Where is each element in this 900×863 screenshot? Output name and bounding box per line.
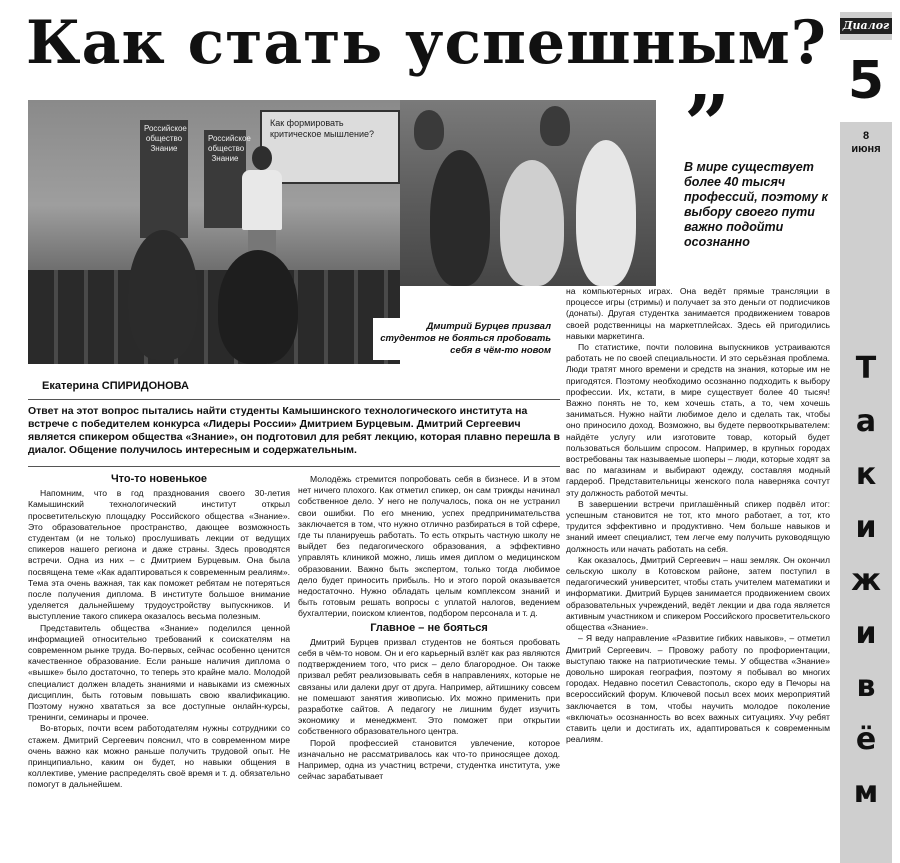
paragraph: Во-вторых, почти всем работодателям нужны сотрудники со стажем. Дмитрий Сергеевич пояснил, что в современном мире очень важно как можно раньше получить трудовой опыт. Не принципиально, каким он будет, но навыки общения в коллективе, умение распределять своё время и т. д. обязательно помогут в дальнейшем.	[28, 723, 290, 790]
page-number: 5	[840, 40, 892, 122]
article-lead: Ответ на этот вопрос пытались найти студенты Камышинского технологического института на встрече с победителем конкурса «Лидеры России» Дмитрием Бурцевым. Дмитрий Сергеевич является спикером общества «Знание», он подготовил для ребят лекцию, которая плавно перешла в диалог. Общение получилось интересным и содержательным.	[28, 405, 561, 456]
student-figure	[576, 140, 636, 286]
audience-member	[128, 230, 198, 360]
subheading: Главное – не бояться	[370, 621, 488, 634]
screen-text: Как формировать критическое мышление?	[270, 118, 375, 139]
divider	[28, 399, 560, 400]
paragraph: Как оказалось, Дмитрий Сергеевич – наш земляк. Он окончил сельскую школу в Котовском районе, затем поступил в педагогический университет, чтобы стать учителем математики и информатики. Дмитрий Бурцев занимается продвижением своих образовательных учреждений, ведёт лекции и два года является активным участником и спикером Российского просветительского общества «Знание».	[566, 554, 830, 633]
article-column-1	[28, 474, 290, 791]
banner-znanie: Российское общество Знание	[140, 120, 188, 238]
rubric-letter: ж	[851, 563, 881, 598]
audience-member	[218, 250, 298, 364]
paragraph: Молодёжь стремится попробовать себя в бизнесе. И в этом нет ничего плохого. Как отметил спикер, он сам трижды начинал собственное дело. У него не получалось, пока он не устранил свои ошибки. По его мнению, успех предпринимательства заключается в том, что нужно отлично разбираться в той сфере, где ты планируешь работать. То есть открыть частную школу не выйдет без педагогического образования, а эффективно управлять клиникой можно, лишь имея диплом о медицинском образовании. Важно быть экспертом, только тогда любимое дело будет приносить прибыль. Но и этого порой оказывается недостаточно. Нужно обладать целым комплексом знаний и быть готовым решать вопросы с уплатой налогов, ведением бухгалтерии, поиском клиентов, подбором персонала и т. д.	[298, 474, 560, 619]
issue-month: июня	[851, 143, 881, 155]
student-figure	[430, 150, 490, 286]
rubric-title	[840, 342, 892, 819]
rubric-letter: а	[855, 404, 877, 439]
rubric-letter: м	[853, 775, 879, 810]
paragraph: Порой профессией становится увлечение, которое изначально не рассматривалось как что-то приносящее доход. Например, одна из участниц встречи, студентка института, уже сейчас зарабатывает	[298, 737, 560, 782]
students-photo	[400, 100, 656, 286]
auditorium-seats	[28, 270, 400, 364]
student-figure	[414, 110, 444, 150]
paragraph: Представитель общества «Знание» поделился ценной информацией относительно требований к соискателям на современном рынке труда. Во-первых, сейчас особенно ценится качественное образование. Если раньше наличия диплома о «вышке» было достаточно, то теперь это крайне мало. Молодой специалист должен владеть знаниями и навыками из смежных дисциплин, быть готовым повышать свою квалификацию. Поэтому нужно хвататься за все доступные онлайн-курсы, тренинги, семинары и прочее.	[28, 622, 290, 723]
paragraph: на компьютерных играх. Она ведёт прямые трансляции в процессе игры (стримы) и получает за это деньги от подписчиков (донаты). Другая студентка занимается продвижением товаров своей родственницы на маркетплейсах. Здесь ей пригодились навыки маркетинга.	[566, 286, 830, 341]
subheading: Что-то новенькое	[110, 473, 208, 485]
rubric-letter: к	[855, 457, 877, 492]
student-figure	[540, 106, 570, 146]
speaker-torso	[242, 170, 282, 230]
article-column-2	[298, 474, 560, 782]
divider	[28, 466, 560, 467]
paragraph: Дмитрий Бурцев призвал студентов не бояться пробовать себя в чём-то новом. Он и его карьерный взлёт как раз являются подтверждением того, что риск – дело благородное. Он также призвал ребят реализовывать себя в направлениях, которые не связаны или далеки друг от друга. Например, айтишнику совсем не помешают занятия живописью. Их можно применить при разработке сайтов. А педагогу не лишним будет изучить экономику и менеджмент. Это поможет при открытии собственного образовательного центра.	[298, 636, 560, 737]
paragraph: – Я веду направление «Развитие гибких навыков», – отметил Дмитрий Сергеевич. – Провожу работу по профориентации, выступаю также на патриотические темы. У общества «Знание» довольно широкая география, поэтому я побывал во многих городах. Недавно посетил Севастополь, скоро еду в Печоры на всероссийский форум. Ключевой посыл всех моих мероприятий заключается в том, чтобы научить молодое поколение «включать» осознанность во всех важных ситуациях. Учу ребят ставить цели и достигать их, адаптироваться к современным реалиям.	[566, 633, 830, 745]
newspaper-brand: Диалог	[840, 18, 892, 34]
rubric-letter: Т	[855, 351, 877, 386]
paragraph: Напомним, что в год празднования своего 30-летия Камышинский технологический институт открыл просветительскую площадку Российского общества «Знание». Это образовательное пространство, дающее возможность студентам (и не только) прослушивать лекции от ведущих спикеров нашего региона и даже страны. Здесь проводятся встречи. Одна из них – с Дмитрием Бурцевым. Она была посвящена теме «Как адаптироваться к современным реалиям». Тема эта очень важная, так как поможет ребятам не потеряться после получения диплома. В институте большое внимание уделяется дальнейшему трудоустройству выпускников. И выступление такого спикера оказалось весьма полезным.	[28, 488, 290, 622]
photo-caption: Дмитрий Бурцев призвал студентов не бояться пробовать себя в чём-то новом	[373, 318, 555, 360]
paragraph: По статистике, почти половина выпускников устраиваются работать не по своей специальности. И это серьёзная проблема. Люди тратят много времени и средств на знания, которые им не пригодятся. Поэтому необходимо осознанно подходить к выбору профессии. Их, кстати, в мире существует более 40 тысяч! Важно понять не то, кем хочешь стать, а то, чем хочешь заниматься. Нужно найти любимое дело и сделать так, чтобы оно приносило доход. Возможно, вы будете первооткрывателем: найдёте услугу или изготовите товар, который будет пользоваться большим спросом. Например, в крупных городах востребованы так называемые шоперы – люди, которые ходят за вас по магазинам и выбирают одежду, составляя модный гардероб. Представительницы женского пола наверняка сочтут эту должность работой мечты.	[566, 342, 830, 498]
rubric-letter: и	[855, 510, 877, 545]
paragraph: В завершении встречи приглашённый спикер подвёл итог: успешным становится не тот, кто много работает, а тот, кто трудится эффективно и продуктивно. Чем больше навыков и знаний имеет специалист, тем легче ему получить руководящую должность или начать работать на себя.	[566, 498, 830, 554]
rubric-letter: и	[855, 616, 877, 651]
rubric-letter: ё	[855, 722, 877, 757]
article-column-3	[566, 286, 830, 745]
issue-day: 8	[862, 130, 870, 142]
quote-mark: ”	[684, 77, 731, 171]
student-figure	[500, 160, 564, 286]
lecture-photo	[28, 100, 400, 364]
pull-quote: В мире существует более 40 тысяч профессий, поэтому к выбору своего пути важно подойти осознанно	[684, 160, 828, 249]
author-byline: Екатерина СПИРИДОНОВА	[42, 380, 189, 392]
headline: Как стать успешным?	[26, 8, 827, 78]
speaker-head	[252, 146, 272, 170]
issue-date	[840, 130, 892, 156]
page-sidebar	[840, 12, 892, 863]
banner-znanie-right: Российское общество Знание	[204, 130, 246, 228]
rubric-letter: в	[856, 669, 876, 704]
